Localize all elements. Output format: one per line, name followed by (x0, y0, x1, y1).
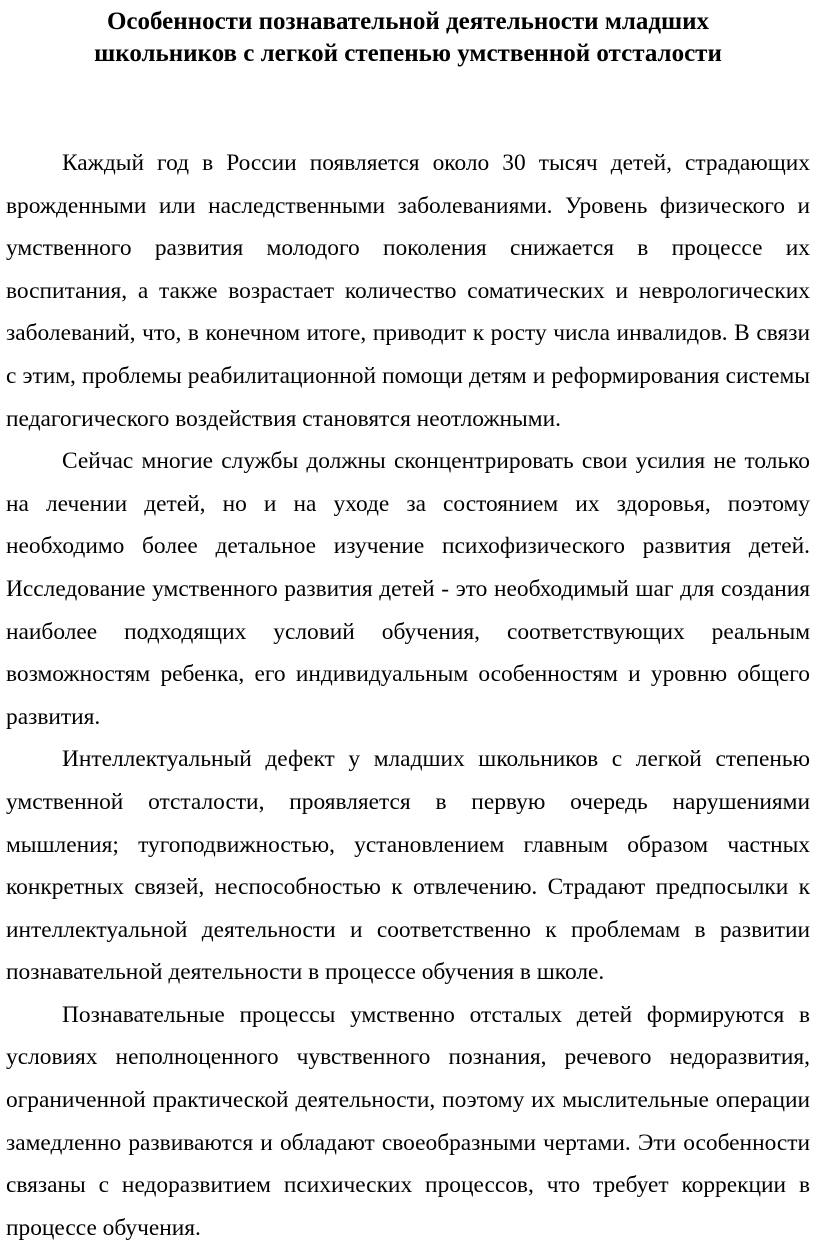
document-body (6, 142, 810, 1249)
paragraph: Познавательные процессы умственно отсталых детей формируются в условиях неполноценного чувственного познания, речевого недоразвития, ограниченной практической деятельности, поэтому их мыслительные операции замедленно развиваются и обладают своеобразными чертами. Эти особенности связаны с недоразвитием психических процессов, что требует коррекции в процессе обучения. (6, 1001, 810, 1241)
paragraph: Каждый год в России появляется около 30 тысяч детей, страдающих врожденными или наследственными заболеваниями. Уровень физического и умственного развития молодого поколения снижается в процессе их воспитания, а также возрастает количество соматических и неврологических заболеваний, что, в конечном итоге, приводит к росту числа инвалидов. В связи с этим, проблемы реабилитационной помощи детям и реформирования системы педагогического воздействия становятся неотложными. (6, 150, 810, 432)
paragraph: Интеллектуальный дефект у младших школьников с легкой степенью умственной отсталости, проявляется в первую очередь нарушениями мышления; тугоподвижностью, установлением главным образом частных конкретных связей, неспособностью к отвлечению. Страдают предпосылки к интеллектуальной деятельности и соответственно к проблемам в развитии познавательной деятельности в процессе обучения в школе. (6, 746, 810, 986)
document-title: Особенности познавательной деятельности младших школьников с легкой степенью умственной отсталости (94, 8, 722, 67)
paragraph: Сейчас многие службы должны сконцентрировать свои усилия не только на лечении детей, но и на уходе за состоянием их здоровья, поэтому необходимо более детальное изучение психофизического развития детей. Исследование умственного развития детей - это необходимый шаг для создания наиболее подходящих условий обучения, соответствующих реальным возможностям ребенка, его индивидуальным особенностям и уровню общего развития. (6, 448, 810, 730)
